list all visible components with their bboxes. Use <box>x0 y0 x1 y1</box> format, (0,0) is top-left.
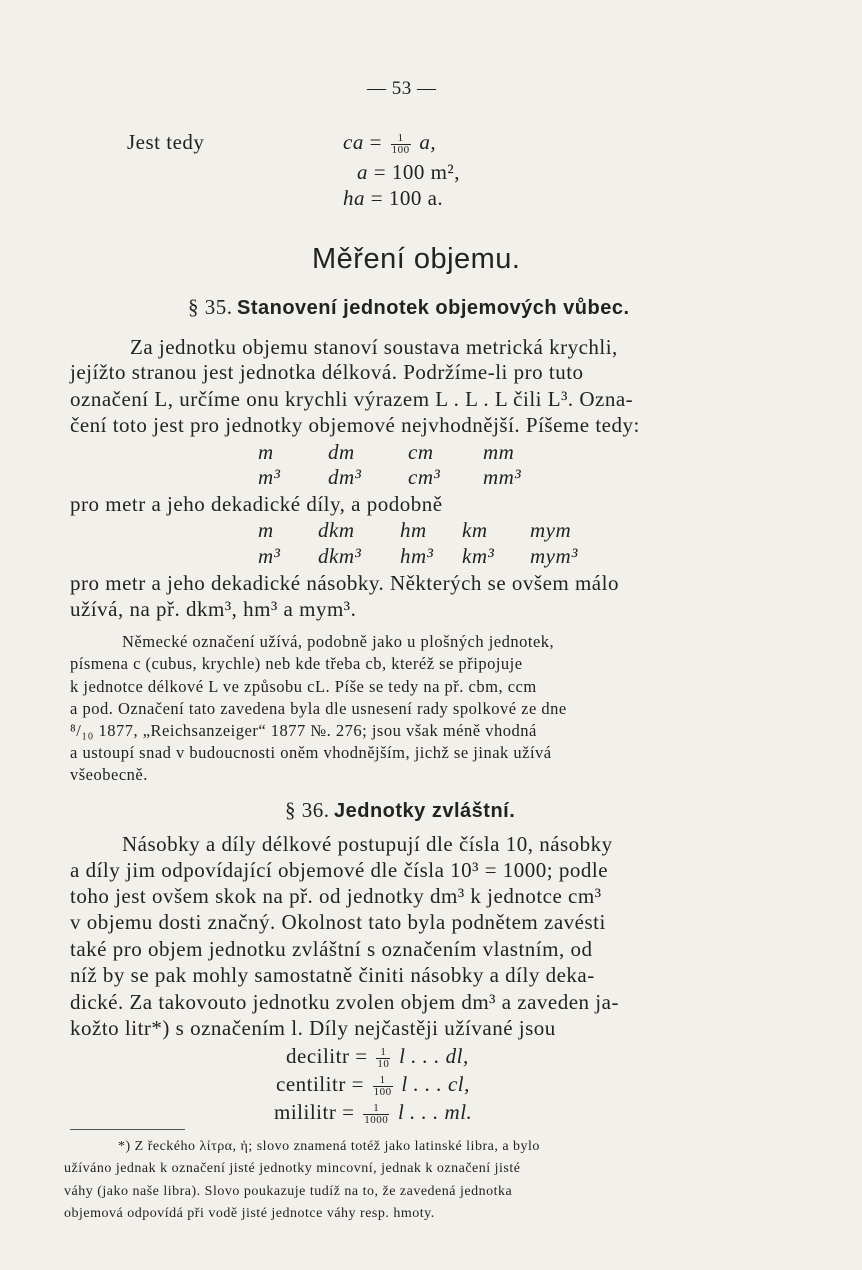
small-text-line: k jednotce délkové L ve způsobu cL. Píše se tedy na př. cbm, ccm <box>70 677 537 696</box>
text-line: Násobky a díly délkové postupují dle čísla 10, násobky <box>122 832 613 856</box>
units-row <box>258 544 578 569</box>
unit: mm³ <box>483 465 522 489</box>
fraction-denominator: 1000 <box>364 1113 389 1126</box>
footnote-line: *) Z řeckého λίτρα, ἡ; slovo znamená totéž jako latinské libra, a bylo <box>118 1139 540 1154</box>
small-text-line: a pod. Označení tato zavedena byla dle usnesení rady spolkové ze dne <box>70 699 567 718</box>
unit: cm³ <box>408 465 441 489</box>
text-line: užívá, na př. dkm³, hm³ a mym³. <box>70 597 357 621</box>
unit: m <box>258 518 274 542</box>
eq-rhs: a, <box>419 130 437 154</box>
litre-tail: l . . . ml. <box>397 1100 473 1124</box>
litre-tail: l . . . cl, <box>401 1072 470 1096</box>
eq-lhs: ha <box>343 186 365 210</box>
units-row <box>258 465 521 490</box>
unit: mym³ <box>530 544 578 568</box>
fraction-numerator: 1 <box>391 133 411 145</box>
small-text-line: písmena c (cubus, krychle) neb kde třeba cb, kteréž se připojuje <box>70 654 523 673</box>
text-line: v objemu dosti značný. Okolnost tato byla podnětem zavésti <box>70 910 606 934</box>
section-36-heading <box>285 798 515 823</box>
footnote-line: užíváno jednak k označení jisté jednotky mincovní, jednak k označení jisté <box>64 1161 521 1176</box>
fraction-denominator: 10 <box>377 1057 390 1070</box>
footnote-line: objemová odpovídá při vodě jisté jednotce váhy resp. hmoty. <box>64 1206 435 1221</box>
page-number: — 53 — <box>367 78 437 99</box>
litre-name: mililitr <box>274 1100 337 1124</box>
units-row <box>258 518 571 543</box>
text-line: dické. Za takovouto jednotku zvolen objem dm³ a zaveden ja- <box>70 990 619 1014</box>
text-line: níž by se pak mohly samostatně činiti násobky a díly deka- <box>70 963 595 987</box>
equation-ha: ha = 100 a. <box>343 186 444 210</box>
fraction <box>373 1075 393 1098</box>
section-heading-text: Jednotky zvláštní. <box>334 800 516 822</box>
unit: mm <box>483 440 515 464</box>
jest-tedy-label: Jest tedy <box>127 130 205 154</box>
section-heading-text: Stanovení jednotek objemových vůbec. <box>237 297 630 319</box>
eq-lhs: ca <box>343 130 364 154</box>
text-line: čení toto jest pro jednotky objemové nejvhodnější. Píšeme tedy: <box>70 413 640 437</box>
eq-rhs: 100 a. <box>388 186 444 210</box>
unit: km³ <box>462 544 495 568</box>
text-line: jejížto stranou jest jednotka délková. Podržíme-li pro tuto <box>70 360 584 384</box>
unit: dm <box>328 440 355 464</box>
unit: dkm³ <box>318 544 362 568</box>
unit: hm³ <box>400 544 434 568</box>
litre-equation: centilitr = $\frac{1}{100}$ l . . . cl, <box>276 1072 470 1098</box>
small-text-line: a ustoupí snad v budoucnosti oněm vhodnějším, jichž se jinak užívá <box>70 743 552 762</box>
litre-tail: l . . . dl, <box>399 1044 469 1068</box>
footnote-rule <box>70 1129 185 1130</box>
section-35-heading <box>188 295 630 320</box>
text-line: pro metr a jeho dekadické díly, a podobně <box>70 492 443 516</box>
text-line: toho jest ovšem skok na př. od jednotky dm³ k jednotce cm³ <box>70 884 602 908</box>
section-sign: § 36. <box>285 798 330 822</box>
unit: hm <box>400 518 427 542</box>
eq-rhs: 100 m², <box>391 160 460 184</box>
unit: dm³ <box>328 465 362 489</box>
fraction <box>363 1103 389 1126</box>
fraction-denominator: 100 <box>391 143 410 156</box>
unit: m <box>258 440 274 464</box>
text-line: kožto litr*) s označením l. Díly nejčastěji užívané jsou <box>70 1016 556 1040</box>
section-sign: § 35. <box>188 295 233 319</box>
text-line: také pro objem jednotku zvláštní s označením vlastním, od <box>70 937 593 961</box>
text-line: pro metr a jeho dekadické násobky. Některých se ovšem málo <box>70 571 619 595</box>
equation-a: a = 100 m², <box>357 160 460 184</box>
fraction <box>376 1047 390 1070</box>
eq-lhs: a <box>357 160 368 184</box>
litre-name: centilitr <box>276 1072 346 1096</box>
fraction <box>391 133 411 156</box>
fraction-numerator: 1 <box>376 1047 390 1059</box>
fraction-numerator: 1 <box>363 1103 389 1115</box>
fraction-numerator: 1 <box>373 1075 393 1087</box>
litre-name: decilitr <box>286 1044 350 1068</box>
section-title: Měření objemu. <box>312 243 521 275</box>
unit: m³ <box>258 465 281 489</box>
unit: m³ <box>258 544 281 568</box>
unit: cm <box>408 440 434 464</box>
unit: km <box>462 518 488 542</box>
small-text-line: Německé označení užívá, podobně jako u plošných jednotek, <box>122 632 555 651</box>
footnote-line: váhy (jako naše libra). Slovo poukazuje tudíž na to, že zavedená jednotka <box>64 1184 513 1199</box>
litre-equation: decilitr = $\frac{1}{10}$ l . . . dl, <box>286 1044 469 1070</box>
litre-equation: mililitr = $\frac{1}{1000}$ l . . . ml. <box>274 1100 473 1126</box>
small-text-line: všeobecně. <box>70 765 148 784</box>
units-row <box>258 440 514 465</box>
text-line: a díly jim odpovídající objemové dle čísla 10³ = 1000; podle <box>70 858 609 882</box>
fraction-denominator: 100 <box>373 1085 392 1098</box>
small-text-line: ⁸/₁₀ 1877, „Reichsanzeiger“ 1877 №. 276; jsou však méně vhodná <box>70 721 537 740</box>
unit: dkm <box>318 518 355 542</box>
text-line: Za jednotku objemu stanoví soustava metrická krychli, <box>130 335 618 359</box>
unit: mym <box>530 518 572 542</box>
equation-ca: ca = $\frac{1}{100}$ a, <box>343 130 437 156</box>
text-line: označení L, určíme onu krychli výrazem L . L . L čili L³. Ozna- <box>70 387 634 411</box>
